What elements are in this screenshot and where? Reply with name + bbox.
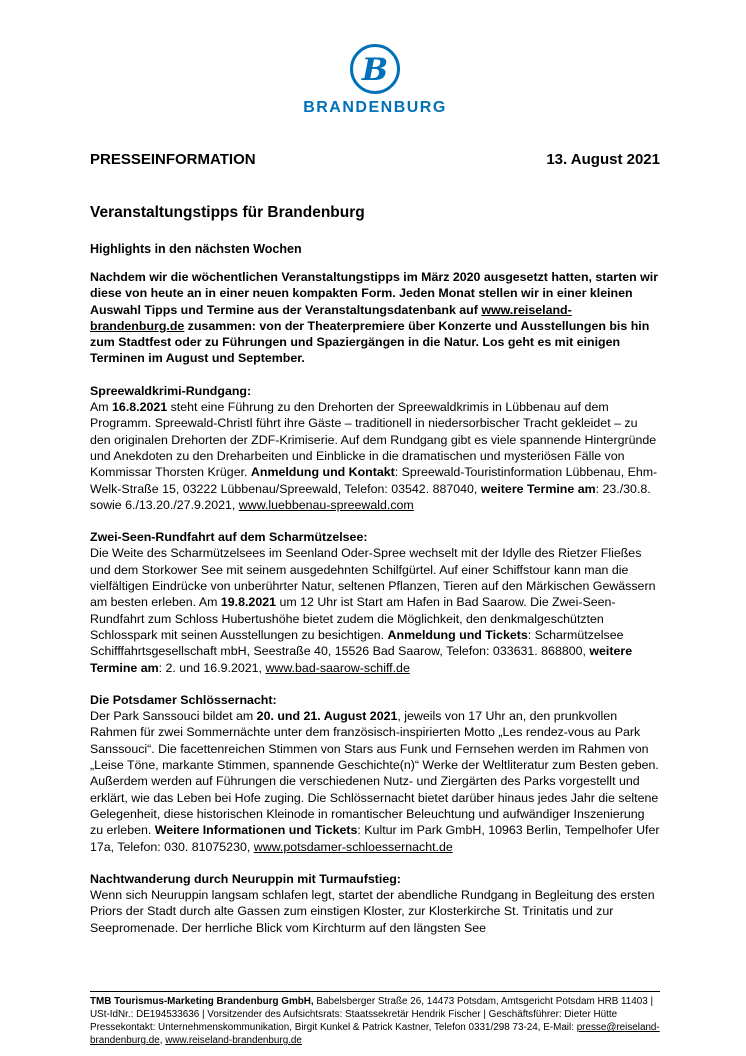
text-segment: Am (90, 400, 113, 415)
text-segment: Wenn sich Neuruppin langsam schlafen legt, startet der abendliche Rundgang in Begleitung des ersten Priors der Stadt durch alte Gassen zum einstigen Kloster, zur Klosterkirche St. Trinitatis und zur Seepromenade. Der herrliche Blick vom Kirchturm auf den längsten See (90, 888, 655, 935)
sections (90, 383, 660, 936)
inline-link[interactable]: www.luebbenau-spreewald.com (238, 497, 414, 512)
page-title: Veranstaltungstipps für Brandenburg (90, 204, 365, 221)
section-body (90, 399, 660, 513)
text-segment: steht eine Führung zu den Drehorten der Spreewaldkrimis in Lübbenau auf dem Programm. Spreewald-Christl führt ihre Gäste – traditionell in niedersorbischer Tracht gekleidet – zu den originalen Drehorten der ZDF-Krimiserie. Auf dem Rundgang gibt es viele spannende Hintergründe und Anekdoten zu den Dreharbeiten und Einblicke in die dramatischen und mysteriösen Fälle von Kommissar Thorsten Krüger. (90, 400, 657, 480)
text-segment: 16.8.2021 (112, 400, 168, 415)
text-segment: Babelsberger Straße 26, 14473 Potsdam, Amtsgericht Potsdam HRB 11403 | USt-IdNr.: DE194533636 | Vorsitzender des Aufsichtsrats: Staatssekretär Hendrik Fischer | Geschäftsführer: Dieter Hütte Pressekontakt: Unternehmenskommunikation, Birgit Kunkel & Patrick Kastner, Telefon 0331/298 73-24, E-Mail: (90, 996, 654, 1034)
section-heading: Zwei-Seen-Rundfahrt auf dem Scharmützelsee: (90, 530, 368, 545)
text-segment: um 12 Uhr ist Start am Hafen in Bad Saarow. Die Zwei-Seen-Rundfahrt zum Schloss Hubertushöhe bietet zudem die Möglichkeit, den denkmalgeschützten Schlosspark mit seinen Ausstellungen zu besichtigen. (90, 595, 616, 642)
intro-paragraph (90, 269, 660, 367)
inline-link[interactable]: www.reiseland-brandenburg.de (165, 1035, 302, 1047)
text-segment: : Spreewald-Touristinformation Lübbenau, Ehm-Welk-Straße 15, 03222 Lübbenau/Spreewald, Telefon: 03542. 887040, (90, 465, 658, 496)
text-segment: : Scharmützelsee Schifffahrtsgesellschaft mbH, Seestraße 40, 15526 Bad Saarow, Telefon: 033631. 868800, (90, 627, 624, 659)
section-body (90, 708, 660, 855)
inline-link[interactable]: www.bad-saarow-schiff.de (265, 660, 410, 675)
brandenburg-logo-icon (348, 42, 402, 96)
text-segment: : 2. und 16.9.2021, (158, 660, 266, 675)
text-segment: weitere Termine am (90, 644, 633, 675)
svg-text:B: B (361, 52, 389, 88)
text-segment: TMB Tourismus-Marketing Brandenburg GmbH, (90, 996, 314, 1008)
inline-link[interactable]: www.potsdamer-schloessernacht.de (253, 839, 453, 854)
text-segment: 19.8.2021 (220, 595, 276, 610)
event-section (90, 871, 660, 936)
text-segment: Anmeldung und Kontakt (250, 465, 395, 480)
text-segment: Der Park Sanssouci bildet am (90, 709, 257, 724)
text-segment: Weitere Informationen und Tickets (154, 823, 358, 838)
section-body (90, 545, 660, 675)
text-segment: : Kultur im Park GmbH, 10963 Berlin, Tempelhofer Ufer 17a, Telefon: 030. 81075230, (90, 823, 660, 854)
text-segment: Anmeldung und Tickets (387, 627, 528, 642)
press-date: 13. August 2021 (546, 151, 660, 168)
inline-link[interactable]: www.reiseland-brandenburg.de (90, 302, 572, 333)
text-segment: zusammen: von der Theaterpremiere über Konzerte und Ausstellungen bis hin zum Stadtfest oder zu Führungen und Spaziergängen in die Natur. Los geht es mit einigen Terminen im August und September. (90, 318, 650, 366)
press-header-row (90, 151, 660, 168)
event-section (90, 383, 660, 513)
section-heading: Die Potsdamer Schlössernacht: (90, 692, 277, 707)
event-section (90, 692, 660, 855)
inline-link[interactable]: presse@reiseland-brandenburg.de (90, 1022, 660, 1047)
section-heading: Spreewaldkrimi-Rundgang: (90, 383, 252, 398)
page-subtitle: Highlights in den nächsten Wochen (90, 242, 302, 256)
section-heading: Nachtwanderung durch Neuruppin mit Turmaufstieg: (90, 871, 401, 886)
text-segment: 20. und 21. August 2021 (256, 709, 398, 724)
footer (90, 991, 660, 1048)
event-section (90, 529, 660, 676)
text-segment: , jeweils von 17 Uhr an, den prunkvollen Rahmen für zwei Sommernächte unter dem französisch-inspirierten Motto „Les rendez-vous au Park Sanssouci“. Die facettenreichen Stimmen von Stars aus Funk und Fernsehen werden im Rahmen von „Leise Töne, markante Stimmen, spannende Geschichte(n)“ Werke der Weltliteratur zum Besten geben. Außerdem werden auf Führungen die verschiedenen Nutz- und Ziergärten des Parks vorgestellt und erklärt, wie das Leben bei Hofe zuging. Die Schlössernacht bietet darüber hinaus jedes Jahr die seltene Gelegenheit, diese historischen Kleinode in romantischer Beleuchtung und aufwändiger Inszenierung zu erleben. (90, 709, 659, 838)
press-info-label: PRESSEINFORMATION (90, 151, 256, 168)
section-body (90, 887, 660, 936)
text-segment: , (159, 1035, 166, 1047)
text-segment: Die Weite des Scharmützelsees im Seenland Oder-Spree wechselt mit der Idylle des Rietzer Fließes und dem Storkower See mit seinem ausgedehnten Schilfgürtel. Auf einer Schiffstour kann man die vielfältigen Eindrücke von unberührter Natur, seltenen Pflanzen, Tieren auf den Märkischen Gewässern am besten erleben. Am (90, 546, 656, 610)
brand-wordmark: BRANDENBURG (303, 99, 447, 116)
text-segment: weitere Termine am (480, 481, 596, 496)
text-segment: Nachdem wir die wöchentlichen Veranstaltungstipps im März 2020 ausgesetzt hatten, starten wir diese von heute an in einer neuen kompakten Form. Jeden Monat stellen wir in einer kleinen Auswahl Tipps und Termine aus der Veranstaltungsdatenbank auf (90, 270, 659, 317)
brandenburg-logo (90, 42, 660, 117)
text-segment: : 23./30.8. sowie 6./13.20./27.9.2021, (90, 481, 651, 512)
